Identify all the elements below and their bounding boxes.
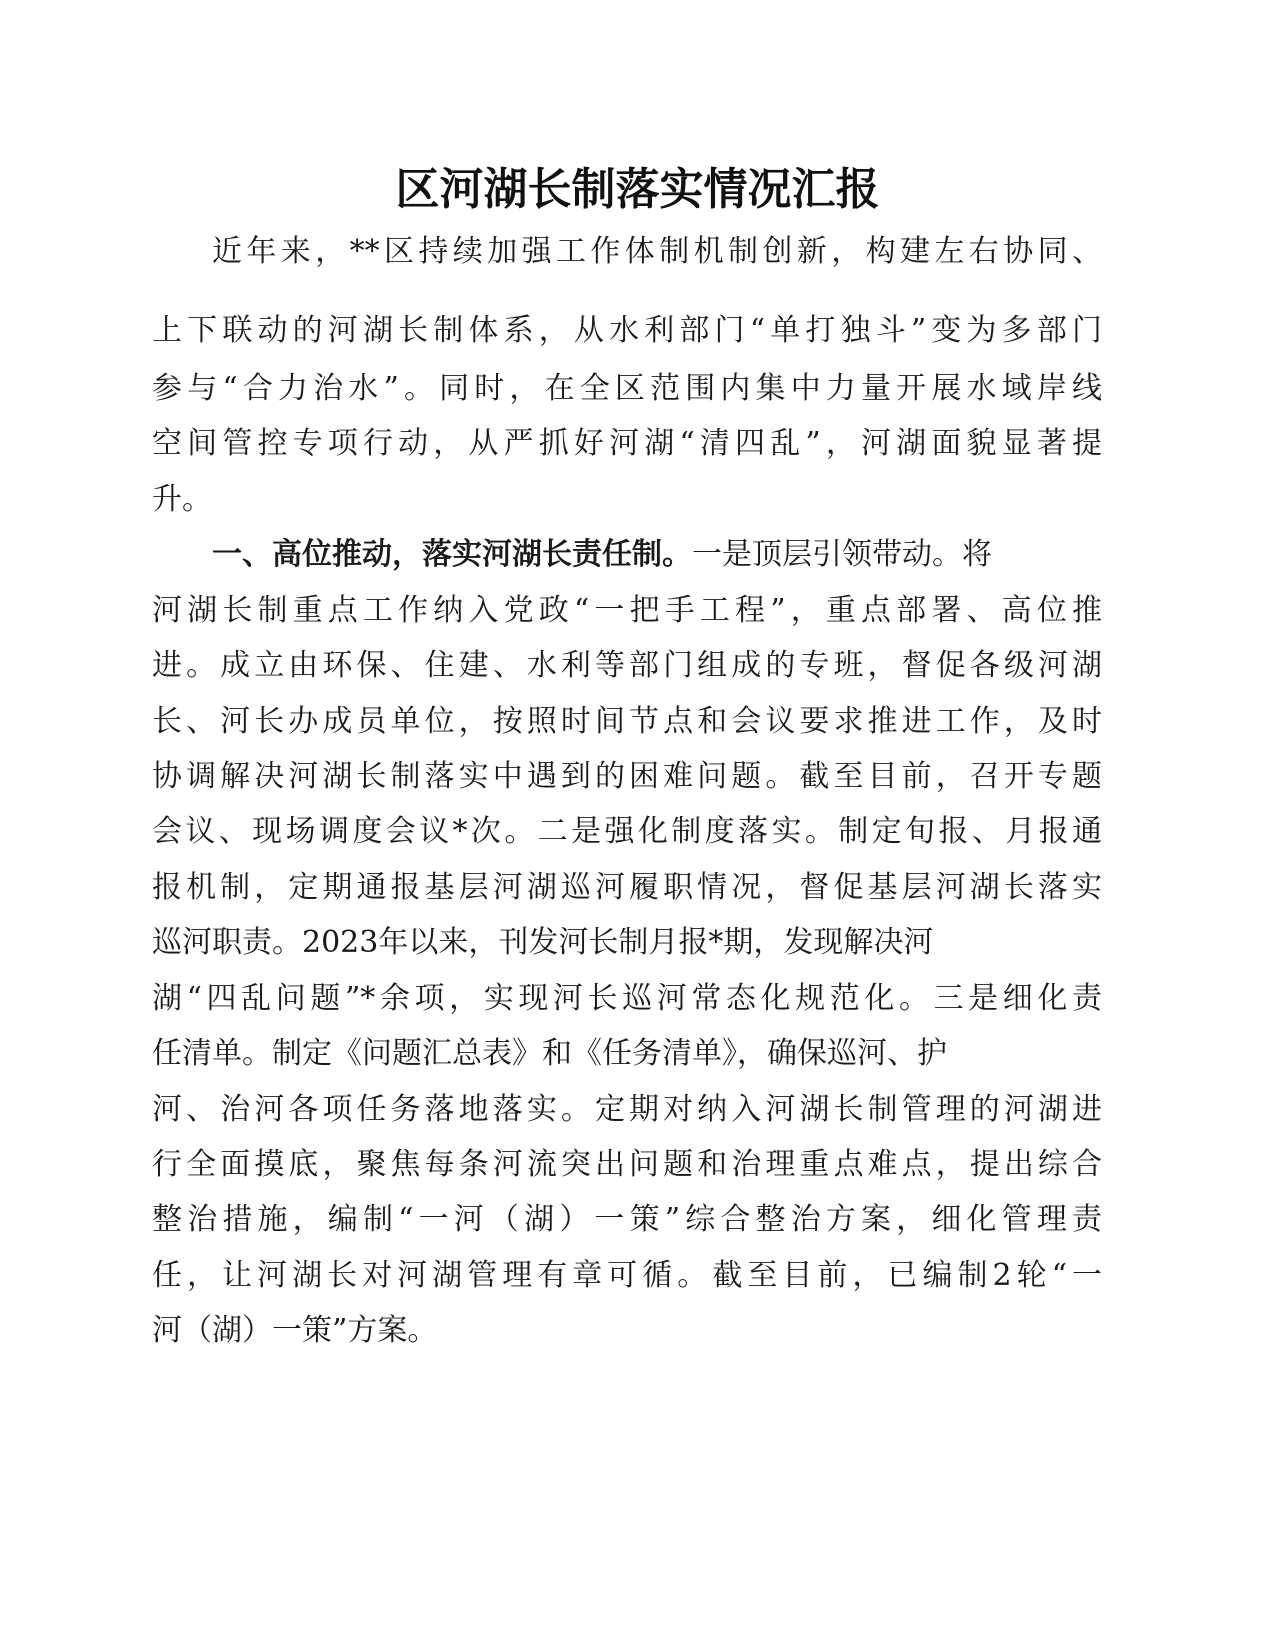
section1-line: 河湖长制重点工作纳入党政“一把手工程”，重点部署、高位推 bbox=[152, 593, 1102, 628]
section1-line: 巡河职责。2023年以来，刊发河长制月报*期，发现解决河 bbox=[152, 925, 934, 960]
section1-first-line bbox=[212, 535, 1102, 575]
intro-line-4: 空间管控专项行动，从严抓好河湖“清四乱”，河湖面貌显著提 bbox=[152, 426, 1102, 461]
document-title: 区河湖长制落实情况汇报 bbox=[395, 164, 880, 215]
intro-line-3: 参与“合力治水”。同时，在全区范围内集中力量开展水域岸线 bbox=[152, 371, 1102, 406]
section1-line: 协调解决河湖长制落实中遇到的困难问题。截至目前，召开专题 bbox=[152, 759, 1102, 794]
section1-first-line-text: 一是顶层引领带动。将 bbox=[692, 537, 992, 572]
section1-line: 报机制，定期通报基层河湖巡河履职情况，督促基层河湖长落实 bbox=[152, 870, 1102, 905]
section1-line: 会议、现场调度会议*次。二是强化制度落实。制定旬报、月报通 bbox=[152, 814, 1102, 849]
intro-line-2: 上下联动的河湖长制体系，从水利部门“单打独斗”变为多部门 bbox=[152, 313, 1102, 348]
section1-line: 任，让河湖长对河湖管理有章可循。截至目前，已编制2轮“一 bbox=[152, 1258, 1102, 1293]
intro-line-5: 升。 bbox=[152, 482, 212, 517]
section1-line: 任清单。制定《问题汇总表》和《任务清单》，确保巡河、护 bbox=[152, 1036, 947, 1071]
section1-line: 长、河长办成员单位，按照时间节点和会议要求推进工作，及时 bbox=[152, 704, 1102, 739]
intro-line-1: 近年来，**区持续加强工作体制机制创新，构建左右协同、 bbox=[212, 234, 1102, 269]
section1-line: 河、治河各项任务落地落实。定期对纳入河湖长制管理的河湖进 bbox=[152, 1092, 1102, 1127]
section1-line: 河（湖）一策”方案。 bbox=[152, 1313, 438, 1348]
section1-line: 行全面摸底，聚焦每条河流突出问题和治理重点难点，提出综合 bbox=[152, 1147, 1102, 1182]
section1-heading: 一、高位推动，落实河湖长责任制。 bbox=[212, 537, 692, 572]
section1-line: 湖“四乱问题”*余项，实现河长巡河常态化规范化。三是细化责 bbox=[152, 981, 1102, 1016]
section1-line: 进。成立由环保、住建、水利等部门组成的专班，督促各级河湖 bbox=[152, 648, 1102, 683]
section1-line: 整治措施，编制“一河（湖）一策”综合整治方案，细化管理责 bbox=[152, 1202, 1102, 1237]
